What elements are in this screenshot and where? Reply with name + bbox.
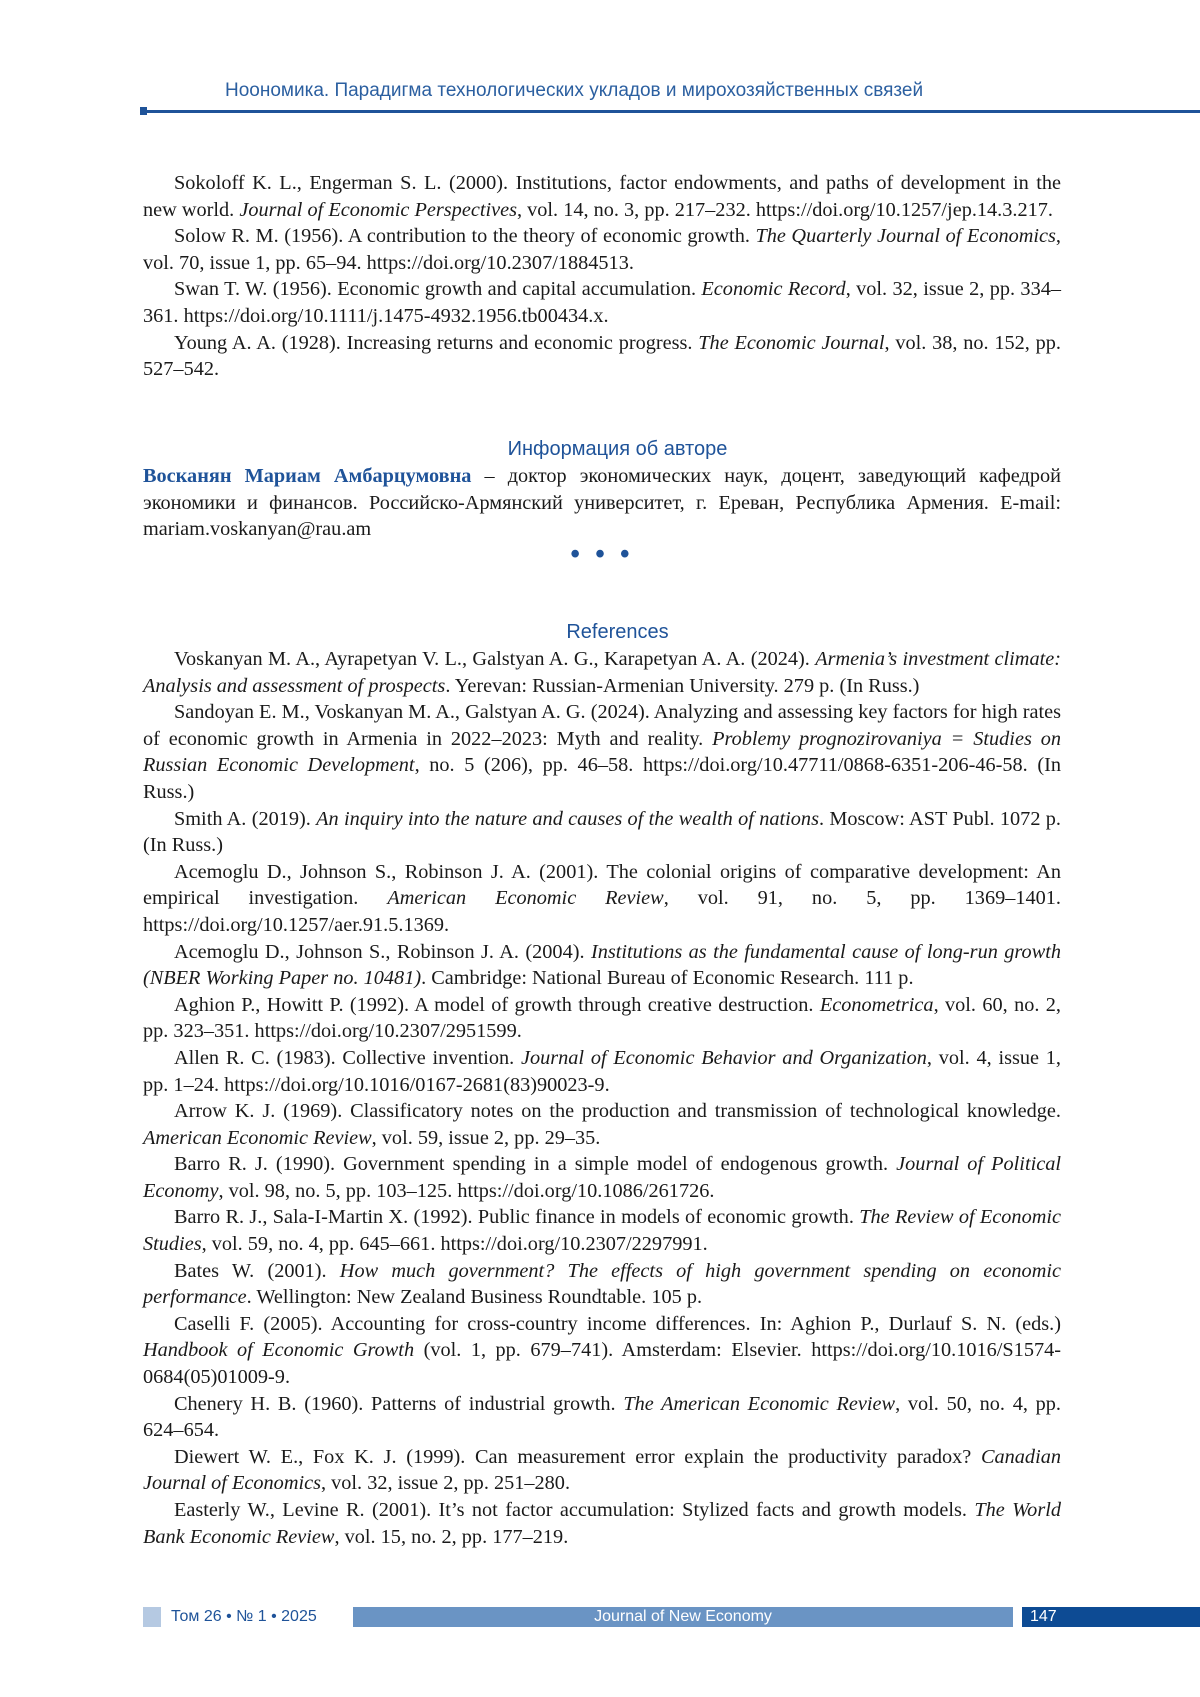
reference-entry (143, 1497, 1061, 1550)
reference-source: How much government? The effects of high government spending on economic performance (143, 1260, 1061, 1309)
reference-source: American Economic Review (387, 887, 663, 909)
reference-text: Chenery H. B. (1960). Patterns of industrial growth. (174, 1393, 623, 1415)
reference-text: , vol. 91, no. 5, pp. 1369–1401. https://doi.org/10.1257/aer.91.5.1369. (143, 887, 1061, 936)
reference-source: American Economic Review (143, 1127, 372, 1149)
reference-text: , vol. 59, issue 2, pp. 29–35. (372, 1127, 601, 1149)
reference-text: , vol. 14, no. 3, pp. 217–232. https://doi.org/10.1257/jep.14.3.217. (517, 199, 1053, 221)
author-name: Восканян Мариам Амбарцумовна (143, 465, 471, 487)
reference-text: Solow R. M. (1956). A contribution to the theory of economic growth. (174, 225, 755, 247)
reference-entry (143, 330, 1061, 383)
running-header: Ноономика. Парадигма технологических укладов и мирохозяйственных связей (225, 80, 923, 102)
footer-marker (143, 1607, 161, 1627)
reference-source: Economic Record (701, 278, 845, 300)
reference-text: Barro R. J., Sala-I-Martin X. (1992). Public finance in models of economic growth. (174, 1206, 859, 1228)
reference-text: (vol. 1, pp. 679–741). Amsterdam: Elsevier. https://doi.org/10.1016/S1574-0684(05)01009-9. (143, 1339, 1061, 1388)
reference-source: The World Bank Economic Review (143, 1499, 1061, 1548)
reference-entry (143, 276, 1061, 329)
reference-entry (143, 806, 1061, 859)
reference-entry (143, 1151, 1061, 1204)
author-info (143, 435, 1061, 543)
reference-text: , vol. 32, issue 2, pp. 334–361. https://doi.org/10.1111/j.1475-4932.1956.tb00434.x. (143, 278, 1061, 327)
reference-text: Easterly W., Levine R. (2001). It’s not factor accumulation: Stylized facts and growth models. (174, 1499, 974, 1521)
reference-text: , vol. 98, no. 5, pp. 103–125. https://doi.org/10.1086/261726. (218, 1180, 714, 1202)
reference-text: , vol. 32, issue 2, pp. 251–280. (321, 1472, 570, 1494)
reference-text: . Cambridge: National Bureau of Economic Research. 111 p. (421, 967, 913, 989)
reference-source: Institutions as the fundamental cause of long-run growth (NBER Working Paper no. 10481) (143, 941, 1061, 990)
reference-text: , vol. 38, no. 152, pp. 527–542. (143, 332, 1061, 381)
reference-entry (143, 1098, 1061, 1151)
reference-text: Acemoglu D., Johnson S., Robinson J. A. (2004). (174, 941, 591, 963)
reference-text: Sokoloff K. L., Engerman S. L. (2000). Institutions, factor endowments, and paths of development in the new world. (143, 172, 1061, 221)
reference-text: Allen R. C. (1983). Collective invention. (174, 1047, 521, 1069)
reference-source: The American Economic Review (623, 1393, 895, 1415)
footer-volume: Том 26 • № 1 • 2025 (171, 1607, 317, 1627)
reference-text: Swan T. W. (1956). Economic growth and capital accumulation. (174, 278, 701, 300)
reference-entry (143, 1444, 1061, 1497)
reference-source: Journal of Economic Perspectives (239, 199, 517, 221)
reference-source: Handbook of Economic Growth (143, 1339, 414, 1361)
reference-entry (143, 992, 1061, 1045)
reference-entry (143, 646, 1061, 699)
reference-text: Acemoglu D., Johnson S., Robinson J. A. (2001). The colonial origins of comparative development: An empirical investigation. (143, 861, 1061, 910)
reference-text: , vol. 4, issue 1, pp. 1–24. https://doi.org/10.1016/0167-2681(83)90023-9. (143, 1047, 1061, 1096)
reference-entry (143, 170, 1061, 223)
page-number: 147 (1022, 1607, 1200, 1627)
reference-entry (143, 1391, 1061, 1444)
reference-entry (143, 223, 1061, 276)
reference-text: Arrow K. J. (1969). Classificatory notes on the production and transmission of technological knowledge. (174, 1100, 1061, 1122)
reference-source: Journal of Economic Behavior and Organization (521, 1047, 927, 1069)
reference-text: , vol. 59, no. 4, pp. 645–661. https://doi.org/10.2307/2297991. (202, 1233, 708, 1255)
header-rule (142, 110, 1200, 113)
reference-source: An inquiry into the nature and causes of the wealth of nations (316, 808, 819, 830)
footer-journal: Journal of New Economy (353, 1607, 1013, 1627)
reference-entry (143, 1258, 1061, 1311)
reference-entry (143, 1204, 1061, 1257)
reference-text: , vol. 50, no. 4, pp. 624–654. (143, 1393, 1061, 1442)
reference-source: Armenia’s investment climate: Analysis and assessment of prospects (143, 648, 1061, 697)
section-separator: • • • (143, 545, 1061, 565)
author-description: – доктор экономических наук, доцент, заведующий кафедрой экономики и финансов. Российско-Армянский университет, г. Ереван, Республика Армения. E-mail: mariam.voskanyan@rau.am (143, 465, 1061, 540)
reference-text: Caselli F. (2005). Accounting for cross-country income differences. In: Aghion P., Durlauf S. N. (eds.) (174, 1313, 1061, 1335)
reference-source: Journal of Political Economy (143, 1153, 1061, 1202)
reference-text: Barro R. J. (1990). Government spending in a simple model of endogenous growth. (174, 1153, 896, 1175)
reference-text: . Yerevan: Russian-Armenian University. 279 p. (In Russ.) (445, 675, 919, 697)
references-heading: References (143, 618, 1061, 646)
reference-entry (143, 1311, 1061, 1391)
reference-source: The Economic Journal (698, 332, 884, 354)
reference-text: Bates W. (2001). (174, 1260, 340, 1282)
author-info-heading: Информация об авторе (143, 435, 1061, 463)
reference-source: The Quarterly Journal of Economics (755, 225, 1055, 247)
reference-entry (143, 1045, 1061, 1098)
reference-text: Aghion P., Howitt P. (1992). A model of growth through creative destruction. (174, 994, 820, 1016)
reference-text: , vol. 70, issue 1, pp. 65–94. https://doi.org/10.2307/1884513. (143, 225, 1061, 274)
top-references (143, 170, 1061, 383)
reference-source: Canadian Journal of Economics (143, 1446, 1061, 1495)
reference-text: Diewert W. E., Fox K. J. (1999). Can measurement error explain the productivity paradox? (174, 1446, 981, 1468)
references-section (143, 618, 1061, 1550)
reference-source: Problemy prognozirovaniya = Studies on Russian Economic Development (143, 728, 1061, 777)
reference-text: , vol. 60, no. 2, pp. 323–351. https://doi.org/10.2307/2951599. (143, 994, 1061, 1043)
reference-text: . Moscow: AST Publ. 1072 p. (In Russ.) (143, 808, 1061, 857)
reference-entry (143, 859, 1061, 939)
reference-source: Econometrica (820, 994, 934, 1016)
reference-text: , no. 5 (206), pp. 46–58. https://doi.org/10.47711/0868-6351-206-46-58. (In Russ.) (143, 754, 1061, 803)
reference-source: The Review of Economic Studies (143, 1206, 1061, 1255)
reference-entry (143, 939, 1061, 992)
reference-text: , vol. 15, no. 2, pp. 177–219. (334, 1526, 568, 1548)
reference-text: Smith A. (2019). (174, 808, 316, 830)
reference-text: Voskanyan M. A., Ayrapetyan V. L., Galstyan A. G., Karapetyan A. A. (2024). (174, 648, 815, 670)
reference-text: . Wellington: New Zealand Business Roundtable. 105 p. (247, 1286, 702, 1308)
reference-entry (143, 699, 1061, 805)
reference-text: Young A. A. (1928). Increasing returns and economic progress. (174, 332, 698, 354)
reference-text: Sandoyan E. M., Voskanyan M. A., Galstyan A. G. (2024). Analyzing and assessing key factors for high rates of economic growth in Armenia in 2022–2023: Myth and reality. (143, 701, 1061, 750)
